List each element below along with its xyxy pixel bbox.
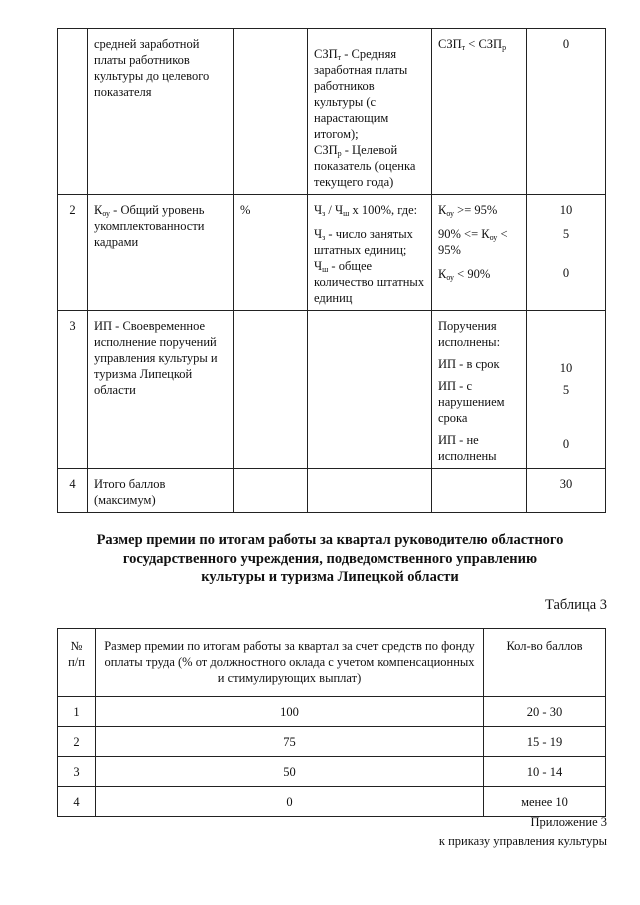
appendix-line: к приказу управления культуры [438,834,607,849]
bonus-table [57,628,606,817]
indicator-cell: Итого баллов (максимум) [88,469,234,513]
header-number: № п/п [58,629,96,697]
header-points: Кол-во баллов [484,629,606,697]
table-row: 3 50 10 - 14 [58,757,606,787]
row-number: 2 [58,195,88,311]
header-bonus-size: Размер премии по итогам работы за квартал за счет средств по фонду оплаты труда (% от должностного оклада с учетом компенсационных и стимулирующих выплат) [96,629,484,697]
row-number: 3 [58,311,88,469]
table-row: 4 0 менее 10 [58,787,606,817]
indicators-table [57,28,606,513]
points-cell: 30 [527,469,606,513]
formula-cell: $Ч_з / Ч_ш$ x 100%, где: $Ч_з$ - число занятых штатных единиц; $Ч_ш$ - общее количество штатных единиц [308,195,432,311]
indicator-cell: $К_{оу}$ - Общий уровень укомплектованности кадрами [88,195,234,311]
condition-cell: $К_{оу} >= 95\%$ $90\% <= К_{оу} < 95\%$ $К_{оу} < 90\%$ [432,195,527,311]
points-cell: 10 5 0 [527,311,606,469]
condition-cell: $СЗП_т < СЗП_р$ [432,29,527,195]
table-row: 1 100 20 - 30 [58,697,606,727]
table-header-row [58,629,606,697]
condition-cell: Поручения исполнены: ИП - в срок ИП - с нарушением срока ИП - не исполнены [432,311,527,469]
formula-cell: $СЗП_т$ - Средняя заработная платы работников культуры (с нарастающим итогом); $СЗП_р$ - Целевой показатель (оценка текущего года) [308,29,432,195]
unit-cell: % [234,195,308,311]
row-number: 4 [58,469,88,513]
table-row [58,195,606,311]
points-cell: 0 [527,29,606,195]
formula-text: - Целевой показатель (оценка текущего года) [314,143,416,189]
indicator-cell: средней заработной платы работников культуры до целевого показателя [88,29,234,195]
table-row [58,469,606,513]
section-heading: Размер премии по итогам работы за квартал руководителю областного государственного учреждения, подведомственного управлению культуры и туризма Липецкой области [96,532,564,586]
table-label: Таблица 3 [544,597,607,613]
appendix-note [439,813,607,852]
table-row [58,29,606,195]
appendix-line: Приложение 3 [530,815,607,829]
table-row [58,311,606,469]
formula-text: - Средняя заработная платы работников культуры (с нарастающим итогом); [314,47,408,141]
indicator-cell: ИП - Своевременное исполнение поручений управления культуры и туризма Липецкой области [88,311,234,469]
points-cell: 10 5 0 [527,195,606,311]
table-row: 2 75 15 - 19 [58,727,606,757]
